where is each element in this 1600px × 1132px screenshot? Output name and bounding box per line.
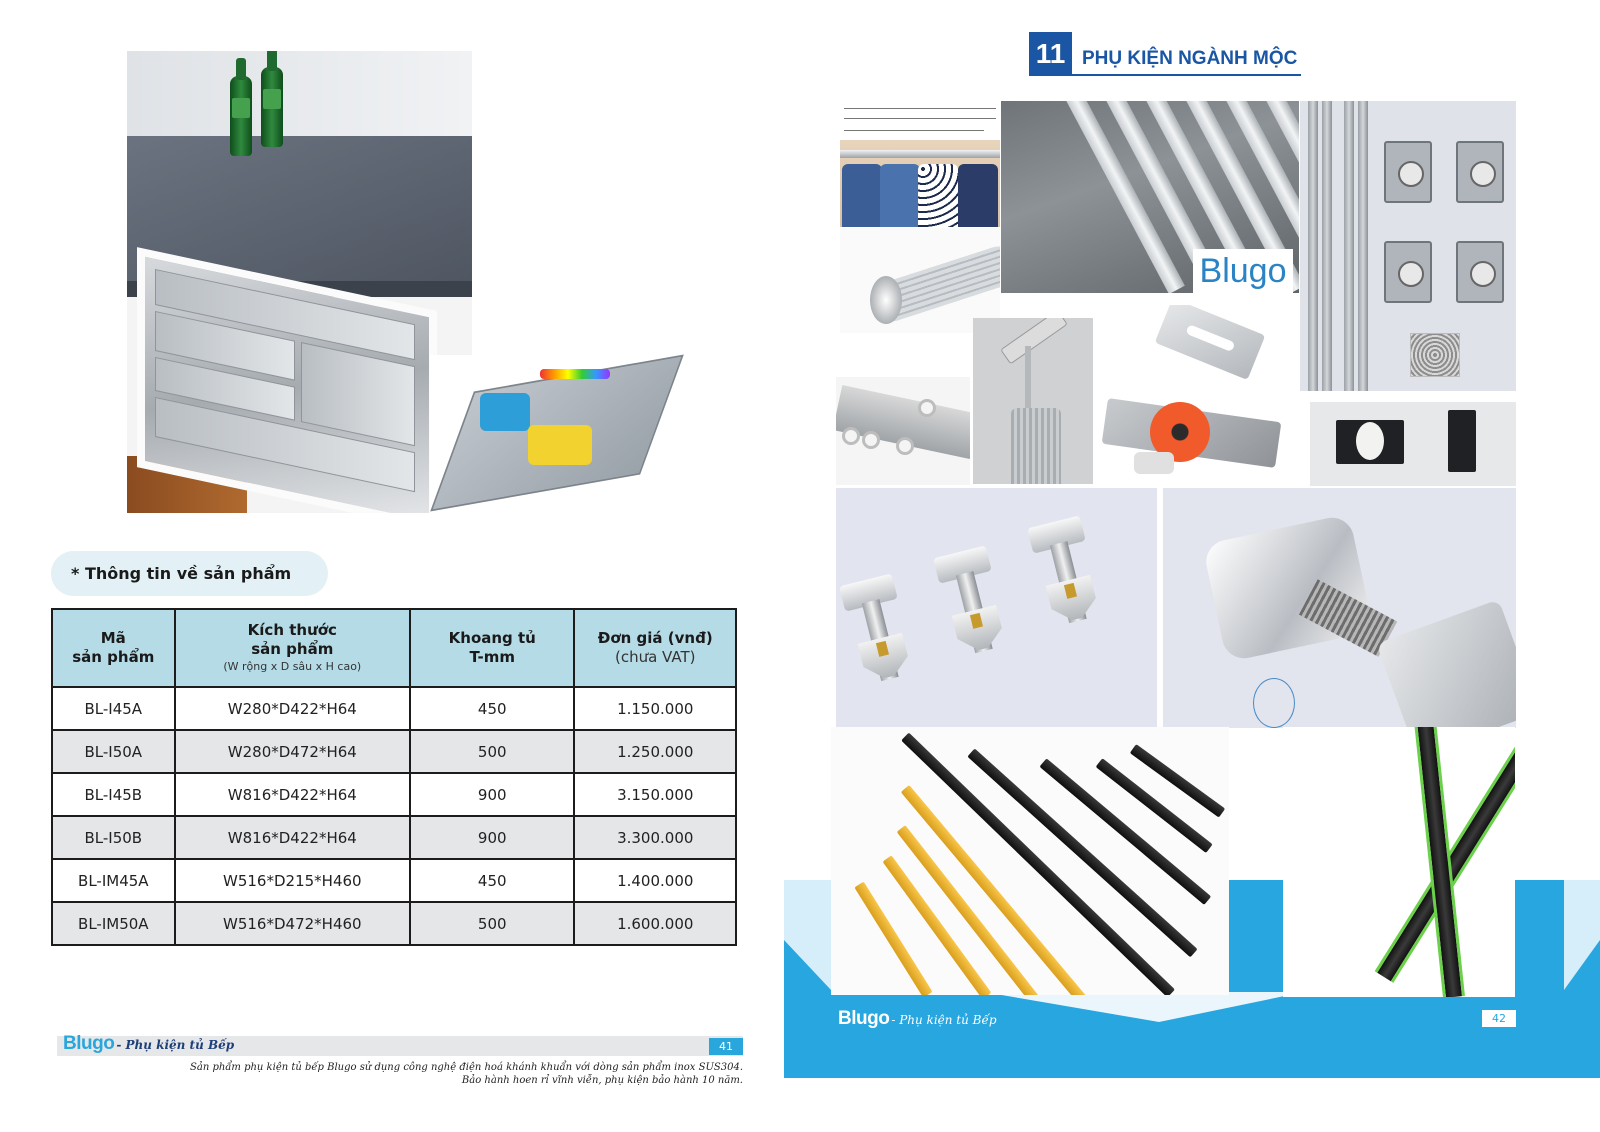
cell-cabinet: 900	[410, 773, 574, 816]
black-roller-bracket-photo	[1310, 402, 1516, 486]
cell-price: 1.600.000	[574, 902, 736, 945]
table-row	[52, 730, 736, 773]
three-hinges-photo	[836, 488, 1157, 728]
table-row	[52, 773, 736, 816]
blue-sponge	[480, 393, 530, 431]
aluminium-profile-photo	[1001, 101, 1299, 293]
header-cabinet-size: Khoang tủ T-mm	[410, 609, 574, 687]
warranty-disclaimer: Sản phẩm phụ kiện tủ bếp Blugo sử dụng công nghệ điện hoá khánh khuẩn với dòng sản phẩm inox SUS304. Bảo hành hoen rỉ vĩnh viễn, phụ kiện bảo hành 10 năm.	[190, 1062, 743, 1086]
wall	[127, 51, 472, 136]
detail-magnifier	[1253, 678, 1295, 728]
cell-size: W816*D422*H64	[175, 773, 410, 816]
brand-logo: Blugo - Phụ kiện tủ Bếp	[63, 1033, 235, 1054]
sliding-track-wheels-photo	[836, 377, 970, 485]
cell-size: W280*D472*H64	[175, 730, 410, 773]
brand-logo: Blugo - Phụ kiện tủ Bếp	[838, 1008, 997, 1029]
screw-bag	[1410, 333, 1460, 377]
page-footer-42	[836, 1008, 1516, 1030]
page-number: 41	[709, 1038, 743, 1055]
cell-code: BL-I45B	[52, 773, 175, 816]
page-footer-41	[57, 1033, 743, 1056]
product-info-heading: * Thông tin về sản phẩm	[51, 551, 328, 596]
cell-size: W280*D422*H64	[175, 687, 410, 730]
rod-hanger-bracket-photo	[973, 318, 1093, 484]
cell-size: W816*D422*H64	[175, 816, 410, 859]
cutlery-tray-photo	[430, 355, 680, 515]
table-header-row	[52, 609, 736, 687]
header-product-code: Mã sản phẩm	[52, 609, 175, 687]
header-unit-price: Đơn giá (vnđ) (chưa VAT)	[574, 609, 736, 687]
slotted-plate-photo	[1150, 305, 1270, 380]
section-title: PHỤ KIỆN NGÀNH MỘC	[1072, 32, 1301, 76]
table-row	[52, 902, 736, 945]
cell-size: W516*D472*H460	[175, 902, 410, 945]
cell-cabinet: 900	[410, 816, 574, 859]
cabinet-handles-photo	[831, 727, 1229, 995]
orange-wheel-bracket-photo	[1098, 390, 1282, 482]
header-product-size: Kích thước sản phẩm (W rộng x D sâu x H cao)	[175, 609, 410, 687]
clothes-rod	[840, 150, 1000, 158]
cell-cabinet: 500	[410, 902, 574, 945]
product-spec-table	[51, 608, 737, 946]
table-row	[52, 687, 736, 730]
cell-price: 3.300.000	[574, 816, 736, 859]
kitchen-drawer-organizer-photo	[127, 51, 472, 513]
cell-price: 1.250.000	[574, 730, 736, 773]
cell-size: W516*D215*H460	[175, 859, 410, 902]
section-number: 11	[1029, 32, 1072, 76]
cell-code: BL-IM45A	[52, 859, 175, 902]
green-bottle	[261, 67, 283, 147]
table-row	[52, 859, 736, 902]
hinge-closeup-photo	[1163, 488, 1516, 728]
page-number: 42	[1482, 1010, 1516, 1027]
cell-price: 1.400.000	[574, 859, 736, 902]
sliding-door-rails-rollers-photo	[1300, 101, 1516, 391]
section-heading	[1029, 32, 1301, 76]
cell-cabinet: 450	[410, 687, 574, 730]
cell-price: 1.150.000	[574, 687, 736, 730]
cell-price: 3.150.000	[574, 773, 736, 816]
colored-utensils	[540, 369, 610, 379]
wardrobe-rod-photo	[840, 102, 1000, 227]
table-row	[52, 816, 736, 859]
blugo-watermark: Blugo	[1193, 249, 1293, 293]
green-bottle	[230, 76, 252, 156]
cell-code: BL-I45A	[52, 687, 175, 730]
cell-code: BL-I50A	[52, 730, 175, 773]
cell-cabinet: 450	[410, 859, 574, 902]
cell-code: BL-I50B	[52, 816, 175, 859]
cell-code: BL-IM50A	[52, 902, 175, 945]
dimension-lines	[840, 102, 1000, 140]
drawer-slide-photo	[1283, 727, 1515, 997]
yellow-sponge	[528, 425, 592, 465]
cell-cabinet: 500	[410, 730, 574, 773]
